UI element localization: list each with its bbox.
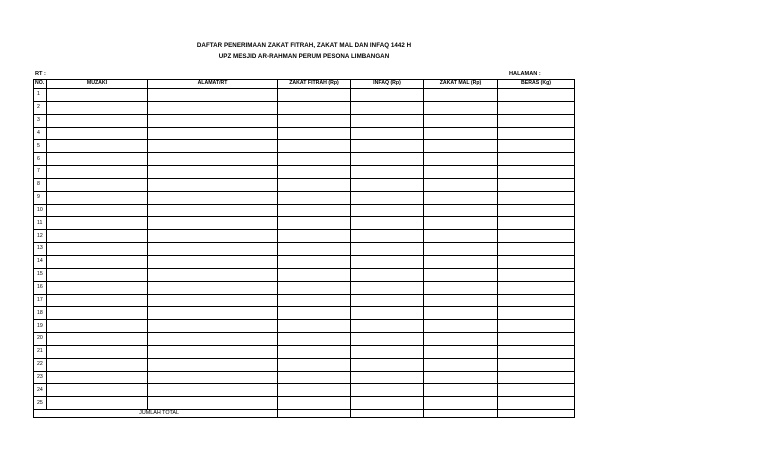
zakat-mal-cell [424, 166, 498, 179]
table-row [34, 320, 575, 333]
alamat-cell [148, 281, 278, 294]
beras-cell [498, 166, 575, 179]
muzaki-cell [47, 358, 148, 371]
zakat-mal-cell [424, 204, 498, 217]
table-row [34, 397, 575, 410]
infaq-cell [351, 307, 424, 320]
row-number: 16 [34, 281, 47, 294]
table-row [34, 166, 575, 179]
zakat-mal-cell [424, 268, 498, 281]
zakat-fitrah-cell [278, 358, 351, 371]
zakat-fitrah-cell [278, 230, 351, 243]
alamat-cell [148, 114, 278, 127]
muzaki-cell [47, 255, 148, 268]
beras-cell [498, 255, 575, 268]
zakat-fitrah-cell [278, 345, 351, 358]
infaq-cell [351, 217, 424, 230]
infaq-cell [351, 294, 424, 307]
alamat-cell [148, 294, 278, 307]
alamat-cell [148, 101, 278, 114]
zakat-fitrah-cell [278, 268, 351, 281]
infaq-cell [351, 268, 424, 281]
row-number: 2 [34, 101, 47, 114]
alamat-cell [148, 358, 278, 371]
alamat-cell [148, 140, 278, 153]
halaman-label: HALAMAN : [509, 71, 541, 77]
table-row [34, 101, 575, 114]
zakat-fitrah-cell [278, 255, 351, 268]
zakat-mal-cell [424, 281, 498, 294]
row-number: 8 [34, 178, 47, 191]
zakat-fitrah-cell [278, 320, 351, 333]
muzaki-cell [47, 89, 148, 102]
beras-cell [498, 268, 575, 281]
column-header-alamat: ALAMAT/RT [148, 80, 278, 89]
row-number: 12 [34, 230, 47, 243]
alamat-cell [148, 307, 278, 320]
total-zakat-mal-cell [424, 410, 498, 418]
alamat-cell [148, 204, 278, 217]
zakat-mal-cell [424, 127, 498, 140]
infaq-cell [351, 345, 424, 358]
muzaki-cell [47, 320, 148, 333]
alamat-cell [148, 217, 278, 230]
table-row [34, 217, 575, 230]
rt-label: RT : [35, 71, 46, 77]
infaq-cell [351, 153, 424, 166]
row-number: 5 [34, 140, 47, 153]
column-header-no: NO. [34, 80, 47, 89]
row-number: 17 [34, 294, 47, 307]
zakat-fitrah-cell [278, 333, 351, 346]
muzaki-cell [47, 204, 148, 217]
table-row [34, 204, 575, 217]
infaq-cell [351, 140, 424, 153]
column-header-muzaki: MUZAKI [47, 80, 148, 89]
infaq-cell [351, 166, 424, 179]
row-number: 19 [34, 320, 47, 333]
table-row [34, 114, 575, 127]
row-number: 11 [34, 217, 47, 230]
zakat-fitrah-cell [278, 307, 351, 320]
beras-cell [498, 397, 575, 410]
zakat-fitrah-cell [278, 281, 351, 294]
row-number: 21 [34, 345, 47, 358]
row-number: 10 [34, 204, 47, 217]
zakat-mal-cell [424, 294, 498, 307]
alamat-cell [148, 127, 278, 140]
alamat-cell [148, 255, 278, 268]
total-infaq-cell [351, 410, 424, 418]
row-number: 1 [34, 89, 47, 102]
zakat-fitrah-cell [278, 243, 351, 256]
zakat-fitrah-cell [278, 127, 351, 140]
beras-cell [498, 307, 575, 320]
infaq-cell [351, 371, 424, 384]
zakat-fitrah-cell [278, 178, 351, 191]
alamat-cell [148, 243, 278, 256]
table-row [34, 230, 575, 243]
beras-cell [498, 114, 575, 127]
table-row [34, 358, 575, 371]
beras-cell [498, 345, 575, 358]
beras-cell [498, 204, 575, 217]
alamat-cell [148, 178, 278, 191]
muzaki-cell [47, 333, 148, 346]
infaq-cell [351, 89, 424, 102]
infaq-cell [351, 320, 424, 333]
alamat-cell [148, 268, 278, 281]
table-row [34, 178, 575, 191]
beras-cell [498, 89, 575, 102]
row-number: 22 [34, 358, 47, 371]
muzaki-cell [47, 178, 148, 191]
row-number: 6 [34, 153, 47, 166]
total-beras-cell [498, 410, 575, 418]
zakat-mal-cell [424, 114, 498, 127]
zakat-fitrah-cell [278, 101, 351, 114]
muzaki-cell [47, 217, 148, 230]
muzaki-cell [47, 371, 148, 384]
muzaki-cell [47, 397, 148, 410]
beras-cell [498, 230, 575, 243]
zakat-mal-cell [424, 243, 498, 256]
column-header-zakat-mal: ZAKAT MAL (Rp) [424, 80, 498, 89]
table-header-row [34, 80, 575, 89]
beras-cell [498, 281, 575, 294]
row-number: 9 [34, 191, 47, 204]
alamat-cell [148, 345, 278, 358]
table-row [34, 89, 575, 102]
alamat-cell [148, 384, 278, 397]
muzaki-cell [47, 294, 148, 307]
row-number: 14 [34, 255, 47, 268]
zakat-mal-cell [424, 384, 498, 397]
infaq-cell [351, 243, 424, 256]
document-subtitle: UPZ MESJID AR-RAHMAN PERUM PESONA LIMBANGAN [218, 53, 390, 60]
beras-cell [498, 320, 575, 333]
zakat-mal-cell [424, 345, 498, 358]
total-zakat-fitrah-cell [278, 410, 351, 418]
alamat-cell [148, 333, 278, 346]
muzaki-cell [47, 281, 148, 294]
row-number: 4 [34, 127, 47, 140]
zakat-mal-cell [424, 101, 498, 114]
table-row [34, 191, 575, 204]
table-row [34, 281, 575, 294]
alamat-cell [148, 89, 278, 102]
zakat-mal-cell [424, 358, 498, 371]
table-row [34, 243, 575, 256]
muzaki-cell [47, 101, 148, 114]
beras-cell [498, 101, 575, 114]
zakat-fitrah-cell [278, 371, 351, 384]
muzaki-cell [47, 243, 148, 256]
zakat-fitrah-cell [278, 191, 351, 204]
zakat-fitrah-cell [278, 114, 351, 127]
infaq-cell [351, 101, 424, 114]
infaq-cell [351, 281, 424, 294]
infaq-cell [351, 255, 424, 268]
alamat-cell [148, 166, 278, 179]
total-label: JUMLAH TOTAL [34, 410, 278, 418]
beras-cell [498, 384, 575, 397]
infaq-cell [351, 333, 424, 346]
muzaki-cell [47, 384, 148, 397]
alamat-cell [148, 153, 278, 166]
zakat-fitrah-cell [278, 217, 351, 230]
zakat-mal-cell [424, 178, 498, 191]
beras-cell [498, 217, 575, 230]
column-header-zakat-fitrah: ZAKAT FITRAH (Rp) [278, 80, 351, 89]
document-title: DAFTAR PENERIMAAN ZAKAT FITRAH, ZAKAT MAL DAN INFAQ 1442 H [196, 42, 412, 49]
zakat-mal-cell [424, 397, 498, 410]
column-header-infaq: INFAQ (Rp) [351, 80, 424, 89]
beras-cell [498, 371, 575, 384]
beras-cell [498, 333, 575, 346]
table-row [34, 371, 575, 384]
beras-cell [498, 178, 575, 191]
muzaki-cell [47, 191, 148, 204]
beras-cell [498, 191, 575, 204]
infaq-cell [351, 358, 424, 371]
zakat-mal-cell [424, 307, 498, 320]
row-number: 18 [34, 307, 47, 320]
alamat-cell [148, 371, 278, 384]
zakat-table [33, 79, 575, 418]
row-number: 20 [34, 333, 47, 346]
alamat-cell [148, 191, 278, 204]
zakat-mal-cell [424, 191, 498, 204]
zakat-fitrah-cell [278, 204, 351, 217]
zakat-fitrah-cell [278, 397, 351, 410]
muzaki-cell [47, 153, 148, 166]
zakat-mal-cell [424, 333, 498, 346]
row-number: 15 [34, 268, 47, 281]
row-number: 23 [34, 371, 47, 384]
row-number: 7 [34, 166, 47, 179]
zakat-fitrah-cell [278, 140, 351, 153]
muzaki-cell [47, 127, 148, 140]
zakat-mal-cell [424, 89, 498, 102]
table-row [34, 127, 575, 140]
beras-cell [498, 358, 575, 371]
table-row [34, 268, 575, 281]
zakat-fitrah-cell [278, 384, 351, 397]
muzaki-cell [47, 268, 148, 281]
muzaki-cell [47, 230, 148, 243]
zakat-fitrah-cell [278, 166, 351, 179]
column-header-beras: BERAS (Kg) [498, 80, 575, 89]
zakat-fitrah-cell [278, 153, 351, 166]
zakat-mal-cell [424, 371, 498, 384]
table-row [34, 384, 575, 397]
row-number: 3 [34, 114, 47, 127]
row-number: 25 [34, 397, 47, 410]
beras-cell [498, 294, 575, 307]
row-number: 13 [34, 243, 47, 256]
beras-cell [498, 140, 575, 153]
infaq-cell [351, 384, 424, 397]
muzaki-cell [47, 166, 148, 179]
table-row [34, 345, 575, 358]
table-row [34, 255, 575, 268]
infaq-cell [351, 204, 424, 217]
infaq-cell [351, 230, 424, 243]
alamat-cell [148, 397, 278, 410]
alamat-cell [148, 320, 278, 333]
zakat-mal-cell [424, 320, 498, 333]
alamat-cell [148, 230, 278, 243]
beras-cell [498, 153, 575, 166]
zakat-fitrah-cell [278, 89, 351, 102]
zakat-fitrah-cell [278, 294, 351, 307]
table-row [34, 153, 575, 166]
infaq-cell [351, 397, 424, 410]
muzaki-cell [47, 114, 148, 127]
infaq-cell [351, 178, 424, 191]
infaq-cell [351, 191, 424, 204]
zakat-mal-cell [424, 153, 498, 166]
table-row [34, 294, 575, 307]
zakat-mal-cell [424, 230, 498, 243]
total-row [34, 410, 575, 418]
muzaki-cell [47, 345, 148, 358]
zakat-mal-cell [424, 140, 498, 153]
table-row [34, 333, 575, 346]
infaq-cell [351, 127, 424, 140]
beras-cell [498, 243, 575, 256]
zakat-mal-cell [424, 217, 498, 230]
table-row [34, 140, 575, 153]
table-row [34, 307, 575, 320]
zakat-mal-cell [424, 255, 498, 268]
muzaki-cell [47, 307, 148, 320]
beras-cell [498, 127, 575, 140]
muzaki-cell [47, 140, 148, 153]
row-number: 24 [34, 384, 47, 397]
infaq-cell [351, 114, 424, 127]
